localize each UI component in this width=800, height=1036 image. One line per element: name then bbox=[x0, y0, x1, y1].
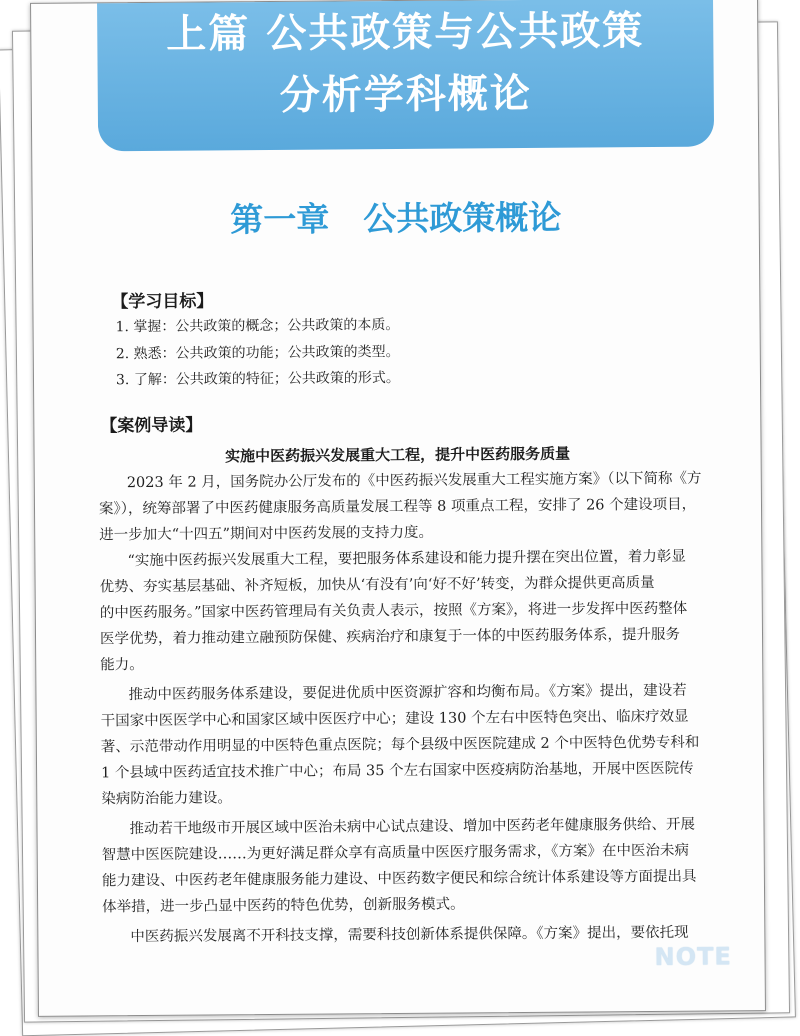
case-heading: 【案例导读】 bbox=[100, 415, 203, 437]
body-line: 体举措，进一步凸显中医药的特色优势，创新服务模式。 bbox=[102, 896, 465, 916]
body-line: “实施中医药振兴发展重大工程，要把服务体系建设和能力提升摆在突出位置，着力彰显 bbox=[127, 548, 686, 570]
chapter-number: 第一章 bbox=[230, 199, 330, 240]
body-line: 2023 年 2 月，国务院办公厅发布的《中医药振兴发展重大工程实施方案》（以下简称《方 bbox=[126, 470, 702, 492]
objective-item: 1. 掌握：公共政策的概念；公共政策的本质。 bbox=[115, 316, 400, 336]
body-line: 案》），统筹部署了中医药健康服务高质量发展工程等 8 项重点工程，安排了 26 个建设项目， bbox=[98, 496, 697, 518]
objective-item: 2. 熟悉：公共政策的功能；公共政策的类型。 bbox=[115, 343, 400, 363]
body-line: 能力。 bbox=[100, 657, 144, 674]
body-line: 染病防治能力建设。 bbox=[101, 790, 232, 808]
chapter-heading bbox=[33, 190, 759, 243]
case-title: 实施中医药振兴发展重大工程，提升中医药服务质量 bbox=[225, 444, 571, 466]
book-page bbox=[30, 0, 766, 1017]
chapter-title: 公共政策概论 bbox=[363, 197, 562, 239]
note-logo: NOTE bbox=[654, 942, 732, 971]
banner-line-2: 分析学科概论 bbox=[279, 70, 532, 119]
body-line: 能力建设、中医药老年健康服务能力建设、中医药数字便民和综合统计体系建设等方面提出具 bbox=[101, 868, 697, 890]
body-line: 中医药振兴发展离不开科技支撑，需要科技创新体系提供保障。《方案》提出，要依托现 bbox=[130, 924, 689, 946]
body-line: 的中医药服务。”国家中医药管理局有关负责人表示，按照《方案》，将进一步发挥中医药整体 bbox=[99, 600, 688, 622]
body-line: 智慧中医医院建设……为更好满足群众享有高质量中医医疗服务需求，《方案》在中医治未病 bbox=[101, 842, 690, 864]
body-line: 推动若干地级市开展区域中医治未病中心试点建设、增加中医药老年健康服务供给、开展 bbox=[129, 816, 696, 838]
body-line: 1 个县域中医药适宜技术推广中心；布局 35 个左右国家中医疫病防治基地，开展中医医院传 bbox=[101, 760, 694, 782]
body-line: 进一步加大“十四五”期间对中医药发展的支持力度。 bbox=[99, 524, 434, 544]
body-line: 医学优势，着力推动建立融预防保健、疾病治疗和康复于一体的中医药服务体系，提升服务 bbox=[99, 626, 681, 648]
body-line: 著、示范带动作用明显的中医特色重点医院；每个县级中医医院建成 2 个中医特色优势专科和 bbox=[100, 734, 700, 756]
learning-objectives-heading: 【学习目标】 bbox=[111, 291, 214, 313]
body-line: 优势、夯实基层基础、补齐短板，加快从‘有没有’向‘好不好’转变，为群众提供更高质量 bbox=[99, 574, 655, 596]
body-line: 推动中医药服务体系建设，要促进优质中医资源扩容和均衡布局。《方案》提出，建设若 bbox=[128, 682, 687, 704]
objective-item: 3. 了解：公共政策的特征；公共政策的形式。 bbox=[115, 369, 400, 389]
part-banner bbox=[97, 0, 714, 151]
body-line: 干国家中医医学中心和国家区域中医医疗中心；建设 130 个左右中医特色突出、临床疗效显 bbox=[100, 708, 689, 730]
banner-line-1: 上篇 公共政策与公共政策 bbox=[166, 8, 645, 58]
